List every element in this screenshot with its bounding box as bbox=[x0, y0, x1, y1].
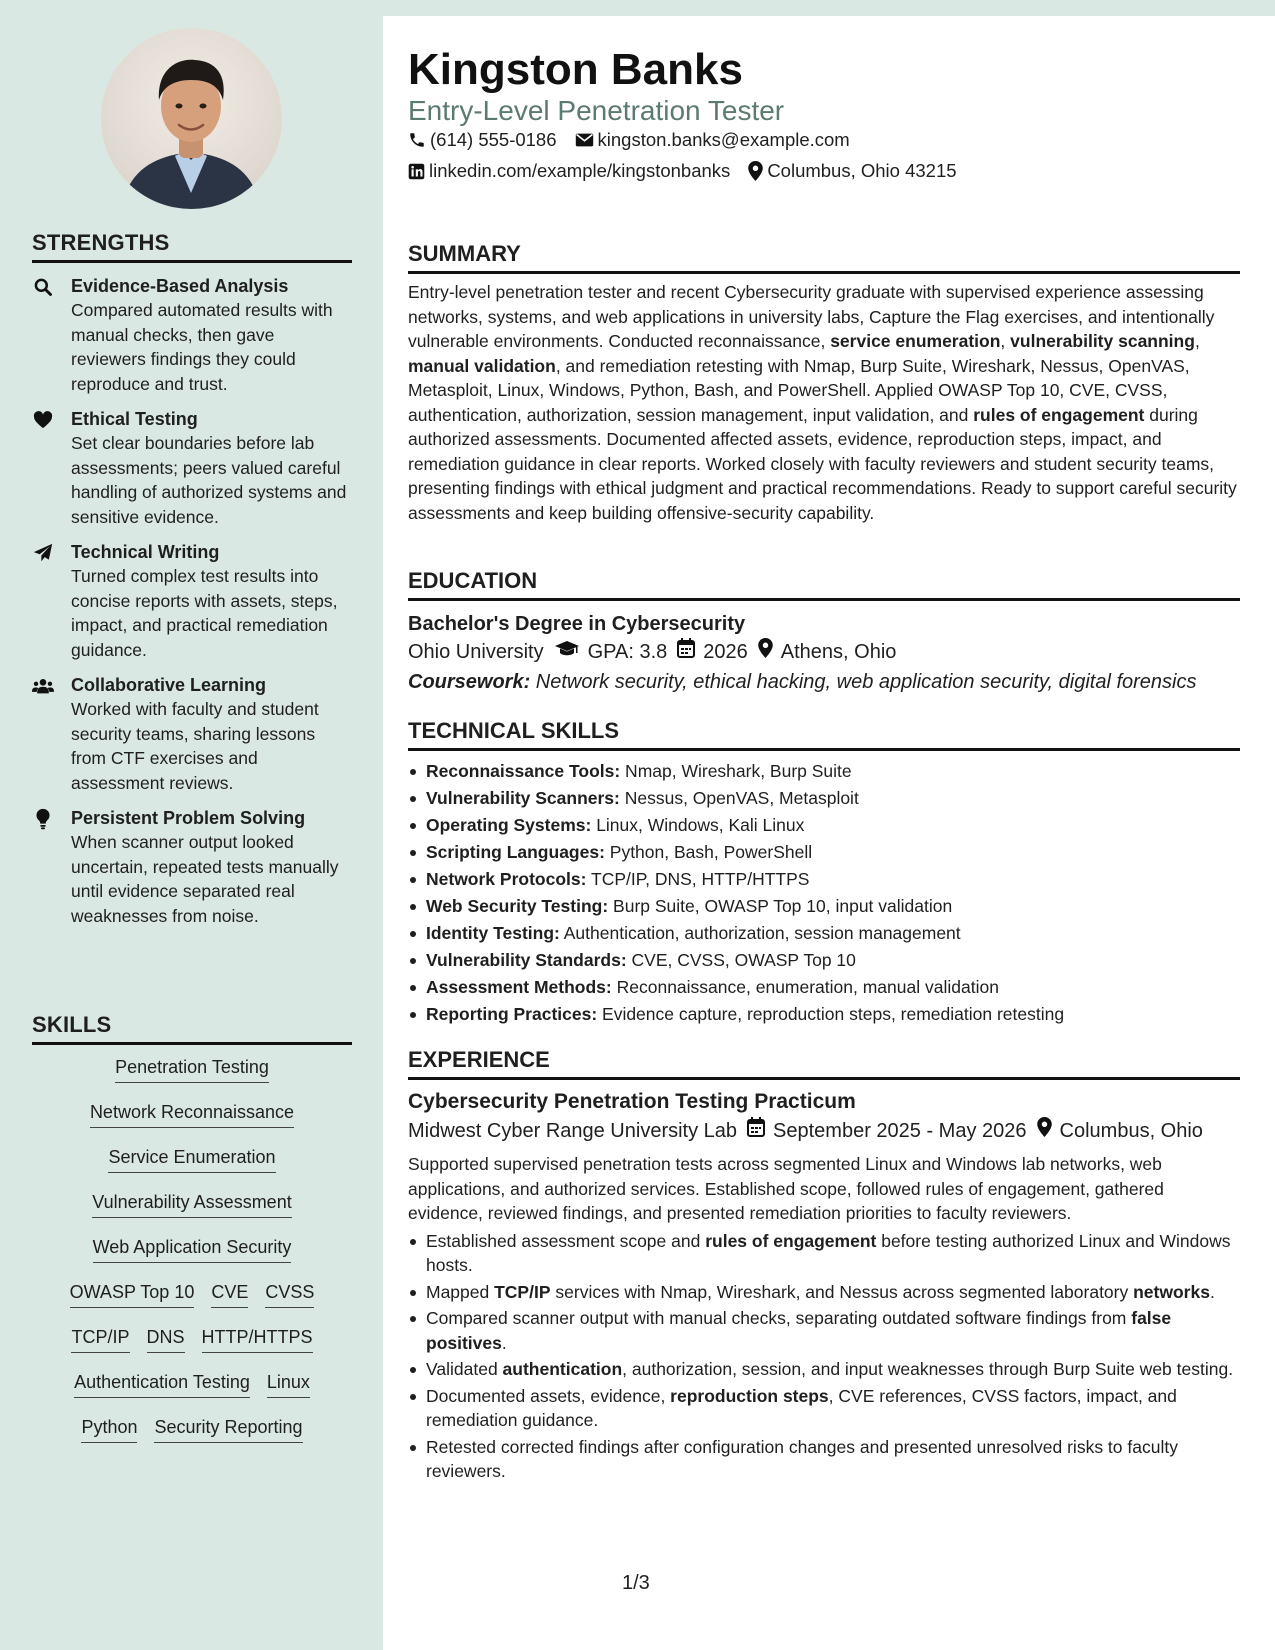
skill-row bbox=[32, 1145, 352, 1190]
technical-skills-section bbox=[408, 718, 1240, 1029]
location-contact bbox=[748, 160, 956, 182]
experience-bullet bbox=[426, 1229, 1240, 1278]
technical-skill-item bbox=[426, 786, 1240, 811]
summary-section bbox=[408, 241, 1240, 525]
emphasis-text: rules of engagement bbox=[973, 404, 1145, 425]
strengths-heading: STRENGTHS bbox=[32, 230, 352, 263]
skill-category: Identity Testing: bbox=[426, 923, 560, 943]
summary-text bbox=[408, 280, 1240, 525]
strength-title: Technical Writing bbox=[71, 542, 220, 562]
text-run: . bbox=[501, 1332, 507, 1353]
linkedin-contact[interactable] bbox=[408, 160, 730, 182]
strength-title: Persistent Problem Solving bbox=[71, 808, 306, 828]
lightbulb-icon bbox=[32, 808, 54, 830]
skill-values: Nmap, Wireshark, Burp Suite bbox=[620, 761, 852, 781]
skill-tag: TCP/IP bbox=[71, 1325, 129, 1353]
paper-plane-icon bbox=[32, 542, 54, 564]
technical-skill-item bbox=[426, 759, 1240, 784]
coursework bbox=[408, 667, 1240, 697]
year-text: 2026 bbox=[703, 641, 748, 663]
strength-item bbox=[32, 540, 352, 662]
emphasis-text: networks bbox=[1133, 1281, 1210, 1302]
graduation-cap-icon bbox=[554, 637, 580, 667]
strength-title: Ethical Testing bbox=[71, 409, 198, 429]
skill-values: CVE, CVSS, OWASP Top 10 bbox=[626, 950, 856, 970]
heart-icon bbox=[32, 409, 54, 431]
skill-row bbox=[32, 1235, 352, 1280]
text-run: , bbox=[1000, 331, 1011, 351]
skill-values: Reconnaissance, enumeration, manual validation bbox=[611, 977, 999, 997]
text-run: , CVE references, CVSS factors, impact, and remediation guidance. bbox=[426, 1385, 1177, 1430]
experience-location bbox=[1037, 1116, 1203, 1146]
job-title: Entry-Level Penetration Tester bbox=[408, 95, 785, 126]
skill-values: Authentication, authorization, session management bbox=[559, 923, 961, 943]
skills-section bbox=[32, 1012, 352, 1460]
education-location bbox=[758, 637, 897, 667]
skill-values: TCP/IP, DNS, HTTP/HTTPS bbox=[586, 869, 810, 889]
skill-tag: Security Reporting bbox=[154, 1415, 302, 1443]
skill-row bbox=[32, 1100, 352, 1145]
technical-skill-item bbox=[426, 894, 1240, 919]
experience-section bbox=[408, 1047, 1240, 1486]
technical-skill-item bbox=[426, 975, 1240, 1000]
emphasis-text: reproduction steps bbox=[670, 1385, 829, 1406]
skill-values: Evidence capture, reproduction steps, remediation retesting bbox=[597, 1004, 1065, 1024]
experience-heading: EXPERIENCE bbox=[408, 1047, 1240, 1080]
text-run: Established assessment scope and bbox=[426, 1230, 706, 1251]
skill-tag: Python bbox=[81, 1415, 137, 1443]
skill-tag: HTTP/HTTPS bbox=[202, 1325, 313, 1353]
envelope-icon bbox=[575, 132, 594, 148]
phone-icon bbox=[408, 131, 426, 149]
text-run: Mapped bbox=[426, 1281, 495, 1302]
search-icon bbox=[32, 276, 54, 298]
text-run: before testing authorized Linux and Windows hosts. bbox=[426, 1230, 1231, 1275]
emphasis-text: false positives bbox=[426, 1308, 1172, 1353]
experience-dates bbox=[747, 1116, 1027, 1146]
technical-skill-item bbox=[426, 948, 1240, 973]
experience-bullet bbox=[426, 1435, 1240, 1484]
strength-item bbox=[32, 673, 352, 795]
technical-skill-item bbox=[426, 840, 1240, 865]
phone-text: (614) 555-0186 bbox=[430, 129, 557, 150]
technical-skill-item bbox=[426, 867, 1240, 892]
skill-tag: CVE bbox=[211, 1280, 248, 1308]
experience-bullet bbox=[426, 1280, 1240, 1305]
experience-meta bbox=[408, 1116, 1240, 1146]
text-run: Entry-level penetration tester and recent Cybersecurity graduate with supervised experience assessing networks, systems, and web applications in university labs, Capture the Flag exercises, and intentionally vulnerable environments. Conducted reconnaissance, bbox=[408, 282, 1215, 351]
text-run: . bbox=[1209, 1281, 1215, 1302]
strength-item bbox=[32, 407, 352, 529]
gpa-text: GPA: 3.8 bbox=[587, 641, 668, 663]
emphasis-text: TCP/IP bbox=[494, 1281, 551, 1302]
email-text[interactable]: kingston.banks@example.com bbox=[597, 129, 850, 150]
calendar-icon bbox=[677, 637, 695, 667]
skill-category: Vulnerability Standards: bbox=[426, 950, 627, 970]
emphasis-text: vulnerability scanning bbox=[1010, 331, 1195, 351]
education-meta bbox=[408, 637, 1240, 667]
school-name: Ohio University bbox=[408, 641, 544, 663]
emphasis-text: authentication bbox=[502, 1359, 623, 1379]
skill-tag: Authentication Testing bbox=[74, 1370, 250, 1398]
strength-description: Turned complex test results into concise reports with assets, steps, impact, and practical remediation guidance. bbox=[71, 566, 338, 660]
strength-description: When scanner output looked uncertain, repeated tests manually until evidence separated real weaknesses from noise. bbox=[71, 832, 339, 926]
emphasis-text: service enumeration bbox=[830, 331, 1001, 351]
candidate-name: Kingston Banks bbox=[408, 45, 743, 94]
skill-tag: Service Enumeration bbox=[108, 1145, 275, 1173]
emphasis-text: manual validation bbox=[408, 355, 556, 376]
phone-contact bbox=[408, 129, 557, 151]
technical-skills-list bbox=[408, 759, 1240, 1027]
skill-row bbox=[32, 1055, 352, 1100]
skill-row bbox=[32, 1370, 352, 1415]
map-pin-icon bbox=[1037, 1116, 1052, 1146]
text-run: , and remediation retesting with Nmap, Burp Suite, Wireshark, Nessus, OpenVAS, Metasploit, Linux, Windows, Python, Bash, and PowerShell. Applied OWASP Top 10, CVE, CVSS, authentication, authorization, session management, input validation, and bbox=[408, 355, 1190, 425]
organization-name: Midwest Cyber Range University Lab bbox=[408, 1120, 738, 1142]
skill-values: Nessus, OpenVAS, Metasploit bbox=[619, 788, 859, 808]
strengths-section bbox=[32, 230, 352, 928]
skills-heading: SKILLS bbox=[32, 1012, 352, 1045]
skill-tag: Vulnerability Assessment bbox=[92, 1190, 291, 1218]
skill-category: Reconnaissance Tools: bbox=[426, 761, 621, 781]
strength-title: Collaborative Learning bbox=[71, 675, 267, 695]
summary-heading: SUMMARY bbox=[408, 241, 1240, 274]
skill-values: Linux, Windows, Kali Linux bbox=[591, 815, 805, 835]
skill-tag: Network Reconnaissance bbox=[90, 1100, 294, 1128]
technical-skill-item bbox=[426, 921, 1240, 946]
technical-skill-item bbox=[426, 813, 1240, 838]
education-location-text: Athens, Ohio bbox=[780, 641, 897, 663]
text-run: Retested corrected findings after configuration changes and presented unresolved risks to faculty reviewers. bbox=[426, 1436, 1178, 1481]
calendar-icon bbox=[747, 1116, 765, 1146]
skill-tag: Penetration Testing bbox=[115, 1055, 269, 1083]
text-run: Validated bbox=[426, 1359, 503, 1379]
coursework-label: Coursework: bbox=[408, 671, 531, 693]
text-run: , authorization, session, and input weaknesses through Burp Suite web testing. bbox=[622, 1359, 1234, 1379]
coursework-text: Network security, ethical hacking, web application security, digital forensics bbox=[530, 671, 1197, 693]
experience-bullet bbox=[426, 1306, 1240, 1355]
skill-category: Vulnerability Scanners: bbox=[426, 788, 620, 808]
experience-bullet bbox=[426, 1357, 1240, 1382]
skill-category: Assessment Methods: bbox=[426, 977, 612, 997]
experience-bullet bbox=[426, 1384, 1240, 1433]
gpa bbox=[554, 637, 668, 667]
skill-row bbox=[32, 1280, 352, 1325]
skill-category: Web Security Testing: bbox=[426, 896, 609, 916]
education-section bbox=[408, 568, 1240, 697]
strength-title: Evidence-Based Analysis bbox=[71, 276, 289, 296]
skill-category: Reporting Practices: bbox=[426, 1004, 598, 1024]
emphasis-text: rules of engagement bbox=[705, 1230, 877, 1251]
page-number: 1/3 bbox=[622, 1572, 650, 1594]
linkedin-text[interactable]: linkedin.com/example/kingstonbanks bbox=[429, 160, 731, 181]
skill-values: Burp Suite, OWASP Top 10, input validation bbox=[608, 896, 953, 916]
experience-bullets bbox=[408, 1229, 1240, 1484]
text-run: during authorized assessments. Documented affected assets, evidence, reproduction steps, impact, and remediation guidance in clear reports. Worked closely with faculty reviewers and student security teams, presenting findings with ethical judgment and practical recommendations. Ready to support careful security assessments and keep building offensive-security capability. bbox=[408, 404, 1237, 523]
experience-location-text: Columbus, Ohio bbox=[1059, 1120, 1203, 1142]
strength-item bbox=[32, 806, 352, 928]
profile-photo bbox=[101, 28, 282, 209]
users-icon bbox=[32, 675, 54, 697]
text-run: Documented assets, evidence, bbox=[426, 1385, 671, 1406]
skill-row bbox=[32, 1325, 352, 1370]
skill-row bbox=[32, 1190, 352, 1235]
skill-tag: DNS bbox=[147, 1325, 185, 1353]
text-run: services with Nmap, Wireshark, and Nessus across segmented laboratory bbox=[550, 1281, 1134, 1302]
skill-category: Scripting Languages: bbox=[426, 842, 605, 862]
dates-text: September 2025 - May 2026 bbox=[773, 1120, 1027, 1142]
experience-title: Cybersecurity Penetration Testing Practicum bbox=[408, 1090, 856, 1113]
map-pin-icon bbox=[748, 161, 763, 181]
skill-values: Python, Bash, PowerShell bbox=[604, 842, 813, 862]
location-text: Columbus, Ohio 43215 bbox=[767, 160, 957, 181]
technical-skill-item bbox=[426, 1002, 1240, 1027]
text-run: Compared scanner output with manual checks, separating outdated software findings from bbox=[426, 1308, 1132, 1328]
contact-row-2 bbox=[408, 160, 957, 182]
skill-category: Network Protocols: bbox=[426, 869, 587, 889]
linkedin-icon bbox=[408, 163, 425, 180]
map-pin-icon bbox=[758, 637, 773, 667]
skill-category: Operating Systems: bbox=[426, 815, 592, 835]
technical-skills-heading: TECHNICAL SKILLS bbox=[408, 718, 1240, 751]
strength-description: Compared automated results with manual checks, then gave reviewers findings they could reproduce and trust. bbox=[71, 300, 333, 394]
graduation-year bbox=[677, 637, 748, 667]
skill-row bbox=[32, 1415, 352, 1460]
strength-description: Set clear boundaries before lab assessments; peers valued careful handling of authorized systems and sensitive evidence. bbox=[71, 433, 347, 527]
education-heading: EDUCATION bbox=[408, 568, 1240, 601]
contact-row-1 bbox=[408, 129, 850, 151]
skills-tags bbox=[32, 1055, 352, 1460]
text-run: , bbox=[1194, 331, 1200, 351]
skill-tag: OWASP Top 10 bbox=[70, 1280, 195, 1308]
skill-tag: Web Application Security bbox=[93, 1235, 292, 1263]
experience-summary: Supported supervised penetration tests across segmented Linux and Windows lab networks, web applications, and authorized services. Established scope, followed rules of engagement, gathered evidence, reviewed findings, and presented remediation priorities to faculty reviewers. bbox=[408, 1154, 1164, 1223]
degree-title: Bachelor's Degree in Cybersecurity bbox=[408, 613, 746, 635]
email-contact[interactable] bbox=[575, 129, 850, 151]
strength-description: Worked with faculty and student security teams, sharing lessons from CTF exercises and assessment reviews. bbox=[71, 699, 319, 793]
skill-tag: Linux bbox=[267, 1370, 310, 1398]
top-band bbox=[383, 0, 1275, 16]
skill-tag: CVSS bbox=[265, 1280, 314, 1308]
strength-item bbox=[32, 274, 352, 396]
